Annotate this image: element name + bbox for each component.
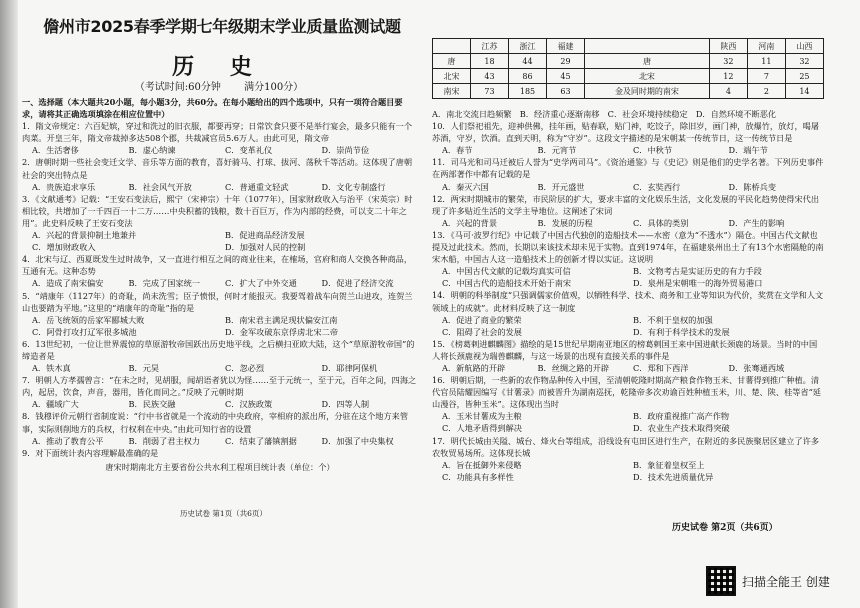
table-cell: 45 (547, 69, 585, 84)
question (22, 410, 418, 446)
options (432, 362, 824, 374)
option[interactable]: C．中国古代的造船技术开始于南宋 (442, 278, 572, 289)
table-cell: 金及同时期的南宋 (585, 84, 710, 99)
table-cell: 唐 (433, 54, 471, 69)
water-projects-table (432, 38, 824, 99)
option[interactable]: C．功能具有多样性 (442, 471, 514, 482)
option[interactable]: B．政府重视推广高产作物 (633, 411, 730, 422)
options (22, 435, 418, 447)
question-stem: 9．对下面统计表内容理解最准确的是 (22, 447, 159, 458)
option[interactable]: A．旨在抵御外来侵略 (442, 459, 522, 470)
table-cell: 44 (509, 54, 547, 69)
options (432, 265, 824, 289)
option[interactable]: D．文化专制盛行 (321, 181, 386, 192)
option[interactable]: A．推动了教育公平 (32, 435, 104, 446)
option[interactable]: B．不利于皇权的加强 (633, 314, 713, 325)
option[interactable]: D．崇尚节俭 (321, 145, 370, 156)
option[interactable]: A．铁木真 (32, 363, 71, 374)
option[interactable]: C．具体的类别 (633, 217, 689, 228)
option[interactable]: A．疆域广大 (32, 399, 79, 410)
section-instructions: 一、选择题（本大题共20小题，每小题3分，共60分。在每小题给出的四个选项中，只有一项符合题目要求，请将其正确选项填涂在相应位置中） (22, 97, 403, 120)
subject-heading: 历 史 (172, 55, 266, 80)
options (22, 277, 418, 289)
option[interactable]: D．产生的影响 (728, 217, 785, 228)
option[interactable]: A．造成了南宋偏安 (32, 278, 104, 289)
question-stem: 14．明朝的科举制度“只强调儒家价值观，以牺牲科学、技术、商务和工业等知识为代价，奖赏在文学和人文领域上的成就”。此材料反映了这一制度 (432, 290, 824, 313)
question (22, 290, 418, 338)
table-cell: 86 (509, 69, 547, 84)
question-stem: 16．明朝后期，一些新的农作物品种传入中国，至清朝乾隆时期高产粮食作物玉米、甘薯得到推广种植。清代官员陆耀因编写《甘薯录》而被晋升为湖南巡抚，乾隆帝多次劝谕百姓种植玉米，川、楚、陕、桂等省“延山漫谷，皆种玉米”。这体现出当时 (432, 375, 821, 410)
option[interactable]: D．张骞通西域 (728, 362, 785, 373)
table-cell: 18 (471, 54, 509, 69)
table-cell: 32 (785, 54, 823, 69)
question-stem: 6．13世纪初，一位让世界震惊的草原游牧帝国跃出历史地平线，之后横扫亚欧大陆，这个“草原游牧帝国”的缔造者是 (22, 338, 415, 361)
qr-code-icon (706, 566, 736, 596)
option[interactable]: A．岳飞统领的岳家军郾城大败 (32, 314, 145, 325)
option[interactable]: B．南宋君主满足现状偏安江南 (225, 314, 338, 325)
option[interactable]: A．玉米甘薯成为主粮 (442, 411, 522, 422)
question (22, 447, 418, 459)
right-questions (432, 108, 824, 483)
question-stem: 5．“靖康年（1127年）的奇耻，尚未洗雪；臣子愤恨，何时才能报灭。我要驾着战车向贺兰山进攻，连贺兰山也要踏为平地。”这里的“靖康年的奇耻”指的是 (22, 290, 413, 313)
option[interactable]: C．增加财政收入 (32, 242, 96, 253)
question (22, 338, 418, 374)
table-cell: 南宋 (433, 84, 471, 99)
table-header-cell (433, 39, 471, 54)
options (22, 144, 418, 156)
option[interactable]: D．四等人制 (321, 399, 370, 410)
option[interactable]: B．元昊 (128, 363, 160, 374)
option[interactable]: C．变革礼仪 (225, 145, 273, 156)
question (432, 338, 824, 374)
option[interactable]: A．中国古代文献的记载均真实可信 (442, 266, 571, 277)
table-cell: 63 (547, 84, 585, 99)
question-stem: 1．隋文帝规定：六百妃嫔，穿过和洗过的旧衣服，都要再穿；日常饮食只要不是举行宴会，最多只能有一个肉菜。开皇三年，隋文帝裁掉多达508个郡，共裁减官员5.6万人。由此可见，隋文帝 (22, 121, 413, 144)
option[interactable]: B．丝绸之路的开辟 (537, 362, 610, 373)
table-header-row (433, 39, 824, 54)
option[interactable]: D．耶律阿保机 (321, 363, 378, 374)
table-cell: 北宋 (585, 69, 710, 84)
question-list (432, 108, 824, 483)
question-stem: 4．北宋与辽、西夏既发生过时战争，又一直进行相互之间的商业往来，在榷场，官府和商人交换各种商品，互通有无。这种态势 (22, 254, 413, 277)
question-stem: 8．钱穆评价元朝行省制度说：“行中书省就是一个流动的中央政府，宰相府的派出所，分驻在这个地方来管事，实际则削地方的兵权，行权利在中央。”由此可知行省的设置 (22, 411, 409, 434)
page-footer: 历史试卷 第1页（共6页） (180, 509, 267, 518)
page-edge-shadow (0, 0, 18, 608)
question (432, 435, 824, 483)
option[interactable]: B．元宵节 (537, 145, 577, 156)
option[interactable]: A．生活奢侈 (32, 145, 79, 156)
option[interactable]: C．玄奘西行 (633, 181, 681, 192)
table-cell: 12 (709, 69, 747, 84)
left-questions (22, 96, 418, 473)
question-stem: 10．人们祭祀祖先，迎神供佛，挂年画，贴春联，贴门神，吃饺子，除旧岁，画门神，放爆竹，放灯，喝屠苏酒，守岁，饮酒。直到天明，称为“守岁”。这段文字描述的是宋朝某一传统节日，这一传统节日是 (432, 121, 820, 144)
option[interactable]: C．扩大了中外交通 (225, 278, 297, 289)
table-header-cell: 山西 (785, 39, 823, 54)
options (432, 314, 824, 338)
question-stem: 17．明代长城由关隘、城台、烽火台等组成，沿线设有屯田区进行生产，在附近的多民族聚居区建立了许多农牧贸易场所。这体现长城 (432, 435, 820, 458)
question (432, 193, 824, 229)
question-stem: A．南北交流日趋频繁 B．经济重心逐渐南移 C．社会环境持续稳定 D．自然环境不断恶化 (432, 109, 777, 119)
table-header-cell (585, 39, 710, 54)
option[interactable]: A．兴起的背景 (442, 217, 498, 228)
option[interactable]: D．有利于科学技术的发展 (633, 326, 730, 337)
option[interactable]: A．贵族追求享乐 (32, 181, 96, 192)
table-row (433, 69, 824, 84)
option[interactable]: C．普通重文轻武 (225, 181, 289, 192)
question-stem: 11．司马光和司马迁被后人誉为“史学两司马”。《资治通鉴》与《史记》则是他们的史学名著。下列历史事件在两部著作中都有记载的是 (432, 157, 824, 180)
question (22, 253, 418, 289)
option[interactable]: C．忽必烈 (225, 363, 265, 374)
question-stem: 7．明朝人方孝孺曾言：“在未之时，见胡服，闻胡语者犹以为怪……至于元统一，至于元，百年之间，四海之内，起居，饮食，声音，器用，皆化而同之。”反映了元朝时期 (22, 375, 417, 398)
table-cell: 32 (709, 54, 747, 69)
exam-score: 满分100分） (244, 82, 304, 93)
option[interactable]: C．结束了藩镇割据 (225, 435, 297, 446)
table-cell: 73 (471, 84, 509, 99)
options (432, 217, 824, 229)
question (432, 374, 824, 434)
option[interactable]: D．金军攻破东京俘虏北宋二帝 (225, 326, 339, 337)
table-header-cell: 河南 (747, 39, 785, 54)
option[interactable]: C．阻碍了社会的发展 (442, 326, 522, 337)
option[interactable]: A．新航路的开辟 (442, 362, 506, 373)
option[interactable]: B．削弱了君主权力 (128, 435, 201, 446)
question-stem: 3．《文献通考》记载：“王安石变法后，熙宁（宋神宗）十年（1077年），国家财政收入与治平（宋英宗）时相比较，共增加了一千四百一十二万……中央积蓄的钱粮，数十百巨万，作为内部的经费，可以支二十年之用”。此史料反映了王安石变法 (22, 193, 413, 228)
option[interactable]: B．文物考古是实证历史的有力手段 (633, 266, 762, 277)
table-header-cell: 陕西 (709, 39, 747, 54)
table-cell: 14 (785, 84, 823, 99)
page-footer: 历史试卷 第2页（共6页） (672, 523, 778, 533)
option[interactable]: B．虚心纳谏 (128, 145, 176, 156)
table-cell: 25 (785, 69, 823, 84)
question (22, 193, 418, 253)
options (22, 181, 418, 193)
option[interactable]: C．人地矛盾得到解决 (442, 423, 522, 434)
question (22, 120, 418, 156)
option[interactable]: D．农业生产技术取得突破 (633, 423, 730, 434)
option[interactable]: D．技术先进质量优异 (633, 471, 714, 482)
options (22, 398, 418, 410)
option[interactable]: B．发展的历程 (537, 217, 593, 228)
exam-time: （考试时间:60分钟 (134, 82, 221, 93)
option[interactable]: D．泉州是宋朝唯一的海外贸易港口 (633, 278, 763, 289)
scanner-watermark: 扫描全能王 创建 (742, 575, 830, 589)
option[interactable]: D．陈桥兵变 (728, 181, 777, 192)
table-header-cell: 江苏 (471, 39, 509, 54)
option[interactable]: B．象征着皇权至上 (633, 459, 705, 470)
option[interactable]: C．汉族政策 (225, 399, 273, 410)
options (432, 459, 824, 483)
question-stem: 13．《马可·波罗行纪》中记载了中国古代独创的造船技术——水密（意为“不透水”）隔仓。中国古代文献也提及过此技术。然而，长期以来该技术却未见于实物。直到1974年，在福建泉州出土了有13个水密隔舱的南宋木船，中国古人这一造船技术上的创新才得以实证。这说明 (432, 229, 824, 265)
table-body (433, 54, 824, 99)
question-list (22, 120, 418, 459)
option[interactable]: C．中秋节 (633, 145, 673, 156)
table-cell: 29 (547, 54, 585, 69)
options (432, 410, 824, 434)
table-cell: 唐 (585, 54, 710, 69)
question (432, 229, 824, 289)
table-cell: 4 (709, 84, 747, 99)
option[interactable]: A．秦灭六国 (442, 181, 489, 192)
option[interactable]: A．春节 (442, 145, 473, 156)
question (22, 156, 418, 192)
options (22, 314, 418, 338)
option[interactable]: D．促进了经济交流 (321, 278, 394, 289)
table-cell: 7 (747, 69, 785, 84)
option[interactable]: D．端午节 (728, 145, 768, 156)
table-row (433, 54, 824, 69)
option[interactable]: C．郑和下西洋 (633, 362, 689, 373)
option[interactable]: C．阿骨打攻打辽军很多城池 (32, 326, 137, 337)
question-stem: 2．唐朝时期一些社会变迁文学、音乐等方面的教育，喜好骑马、打球、拔河、荡秋千等活动。这体现了唐朝社会的突出特点是 (22, 157, 413, 180)
option[interactable]: A．促进了商业的繁荣 (442, 314, 522, 325)
table-caption: 唐宋时期南北方主要省份公共水利工程项目统计表（单位：个） (105, 461, 335, 472)
table-row (433, 84, 824, 99)
option[interactable]: B．促进商品经济发展 (225, 230, 305, 241)
option[interactable]: B．完成了国家统一 (128, 278, 201, 289)
options (432, 181, 824, 193)
table-cell: 43 (471, 69, 509, 84)
options (22, 362, 418, 374)
question (432, 108, 824, 120)
table-cell: 185 (509, 84, 547, 99)
options (432, 144, 824, 156)
table-cell: 2 (747, 84, 785, 99)
option[interactable]: B．社会风气开放 (128, 181, 192, 192)
question (432, 156, 824, 192)
table-header-cell: 浙江 (509, 39, 547, 54)
question-stem: 12．两宋时期城市的繁荣，市民阶层的扩大，要求丰富的文化娱乐生活，文化发展的平民化趋势使得宋代出现了许多贴近生活的文学主导地位。这阐述了宋词 (432, 193, 820, 216)
option[interactable]: D．加强对人民的控制 (225, 242, 306, 253)
options (22, 229, 418, 253)
table-cell: 北宋 (433, 69, 471, 84)
option[interactable]: B．民族交融 (128, 399, 176, 410)
question (432, 289, 824, 337)
table-header-cell: 福建 (547, 39, 585, 54)
question (22, 374, 418, 410)
exam-info (20, 78, 418, 93)
exam-title: 儋州市2025春季学期七年级期末学业质量监测试题 (43, 17, 401, 36)
option[interactable]: D．加强了中央集权 (321, 435, 394, 446)
option[interactable]: A．兴起的背景抑制土地兼并 (32, 230, 137, 241)
option[interactable]: B．开元盛世 (537, 181, 585, 192)
question-stem: 15．《榜葛剌进麒麟图》描绘的是15世纪早期南亚地区的榜葛剌国王来中国进献长颈鹿的场景。当时的中国人将长颈鹿视为瑞兽麒麟，与这一场景的出现有直接关系的事件是 (432, 338, 818, 361)
table-cell: 11 (747, 54, 785, 69)
question (432, 120, 824, 156)
